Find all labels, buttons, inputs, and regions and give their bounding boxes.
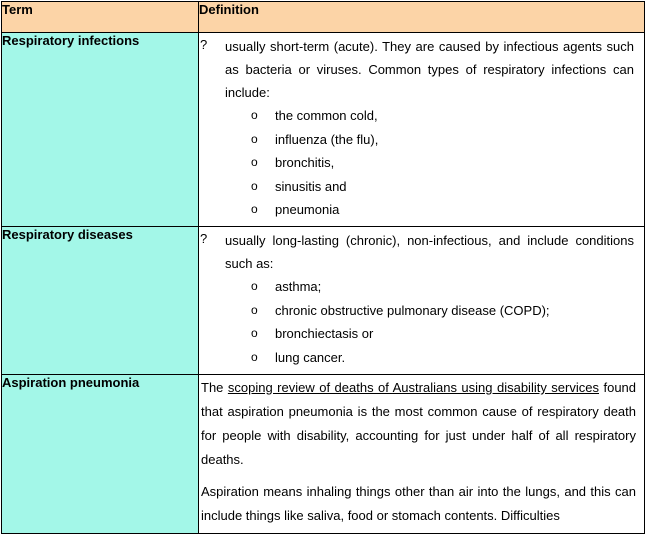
list-item bbox=[199, 198, 644, 222]
circle-bullet-icon: o bbox=[251, 178, 258, 193]
definition-paragraph bbox=[199, 375, 644, 472]
circle-bullet-icon: o bbox=[251, 279, 258, 293]
circle-bullet-icon: o bbox=[251, 155, 258, 169]
sub-list bbox=[199, 275, 644, 369]
definition-cell bbox=[199, 33, 645, 227]
paragraph-prefix: The bbox=[201, 380, 228, 395]
definition-cell bbox=[199, 227, 645, 375]
list-item-text: chronic obstructive pulmonary disease (COPD); bbox=[275, 302, 550, 318]
list-item-text: bronchitis, bbox=[275, 155, 335, 170]
circle-bullet-icon: o bbox=[251, 108, 258, 122]
table-row-aspiration-pneumonia bbox=[2, 375, 645, 534]
circle-bullet-icon: o bbox=[251, 131, 258, 146]
term-cell: Respiratory infections bbox=[2, 33, 199, 227]
list-item bbox=[199, 104, 644, 128]
list-item bbox=[199, 128, 644, 152]
scoping-review-link[interactable]: scoping review of deaths of Australians using disability services bbox=[227, 380, 599, 395]
list-item bbox=[199, 346, 644, 370]
table-row-respiratory-infections bbox=[2, 33, 645, 227]
list-item-text: sinusitis and bbox=[275, 178, 347, 194]
list-item-text: pneumonia bbox=[275, 202, 340, 217]
column-header-term: Term bbox=[2, 2, 199, 33]
table-row-respiratory-diseases bbox=[2, 227, 645, 375]
list-item bbox=[199, 299, 644, 323]
circle-bullet-icon: o bbox=[251, 202, 258, 216]
bullet-marker: ? bbox=[200, 231, 208, 246]
list-item-text: influenza (the flu), bbox=[275, 131, 379, 147]
list-item-text: bronchiectasis or bbox=[275, 326, 374, 341]
circle-bullet-icon: o bbox=[251, 349, 258, 364]
list-item bbox=[199, 275, 644, 299]
list-item-text: lung cancer. bbox=[275, 349, 346, 365]
table-header-row bbox=[2, 2, 645, 33]
list-item-text: the common cold, bbox=[275, 108, 378, 123]
definition-intro: usually short-term (acute). They are caused by infectious agents such as bacteria or viruses. Common types of respiratory infections can include: bbox=[225, 39, 634, 100]
circle-bullet-icon: o bbox=[251, 326, 258, 340]
definition-paragraph-2: Aspiration means inhaling things other than air into the lungs, and this can include things like saliva, food or stomach contents. Difficulties bbox=[201, 484, 636, 523]
column-header-definition: Definition bbox=[199, 2, 645, 33]
bullet-marker: ? bbox=[200, 37, 208, 52]
definition-cell bbox=[199, 375, 645, 534]
term-cell: Aspiration pneumonia bbox=[2, 375, 199, 534]
terms-table bbox=[1, 1, 645, 534]
circle-bullet-icon: o bbox=[251, 302, 258, 317]
term-cell: Respiratory diseases bbox=[2, 227, 199, 375]
list-item-text: asthma; bbox=[275, 279, 322, 294]
sub-list bbox=[199, 104, 644, 222]
list-item bbox=[199, 151, 644, 175]
definition-bullet bbox=[199, 227, 644, 275]
list-item bbox=[199, 175, 644, 199]
list-item bbox=[199, 322, 644, 346]
paragraph-rest: found that aspiration pneumonia is the most common cause of respiratory death for people with disability, accounting for just under half of all respiratory deaths. bbox=[201, 380, 637, 467]
definition-bullet bbox=[199, 33, 644, 104]
definition-intro: usually long-lasting (chronic), non-infectious, and include conditions such as: bbox=[225, 233, 634, 271]
